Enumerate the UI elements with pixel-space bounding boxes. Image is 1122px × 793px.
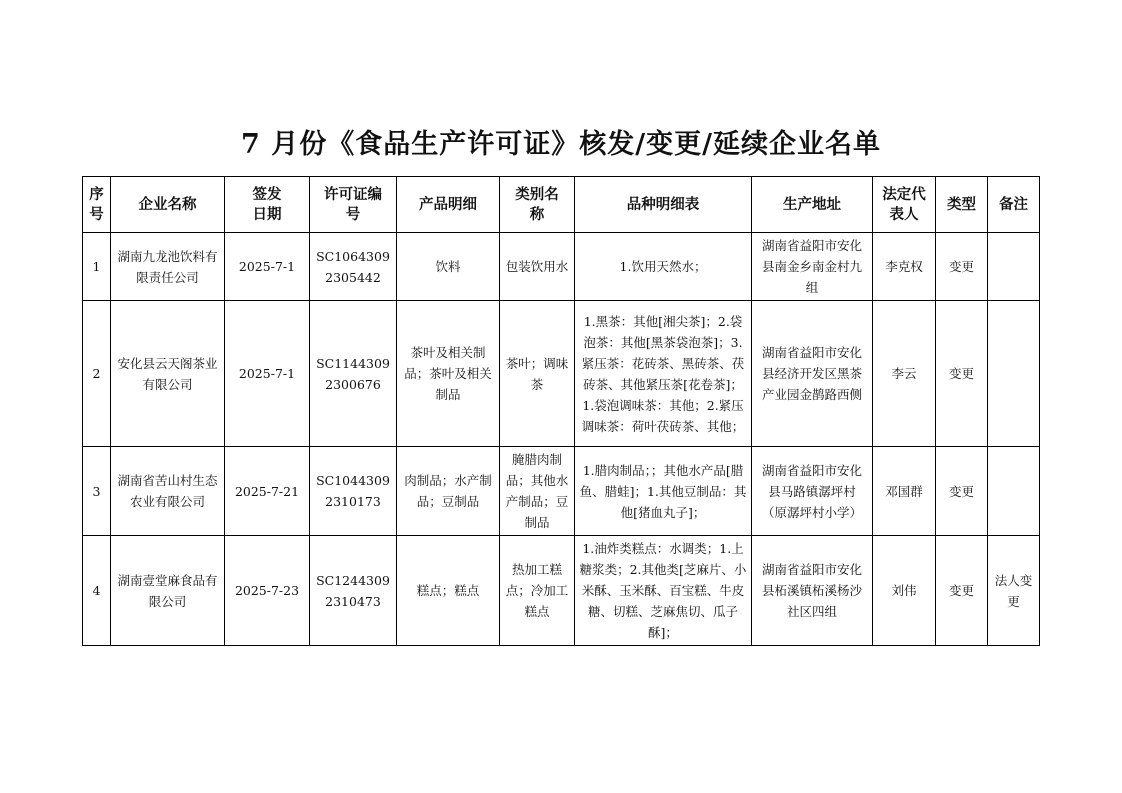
cell-variety: 1.黑茶：其他[湘尖茶]；2.袋泡茶：其他[黑茶袋泡茶]；3.紧压茶：花砖茶、黑砖茶、茯砖茶、其他紧压茶[花卷茶]；1.袋泡调味茶：其他；2.紧压调味茶：荷叶茯砖茶、其他； — [575, 301, 752, 447]
header-note: 备注 — [988, 177, 1040, 233]
header-company: 企业名称 — [111, 177, 225, 233]
cell-category: 腌腊肉制品；其他水产制品；豆制品 — [500, 447, 575, 536]
cell-company: 湖南壹堂麻食品有限公司 — [111, 536, 225, 646]
cell-note — [988, 447, 1040, 536]
header-address: 生产地址 — [752, 177, 873, 233]
cell-address: 湖南省益阳市安化县经济开发区黑茶产业园金鹊路西侧 — [752, 301, 873, 447]
license-table — [82, 176, 1040, 646]
cell-note — [988, 233, 1040, 301]
cell-type: 变更 — [936, 536, 988, 646]
cell-rep: 刘伟 — [873, 536, 936, 646]
header-category: 类别名称 — [500, 177, 575, 233]
header-license: 许可证编号 — [310, 177, 397, 233]
cell-category: 热加工糕点；冷加工糕点 — [500, 536, 575, 646]
cell-company: 安化县云天阁茶业有限公司 — [111, 301, 225, 447]
cell-category: 茶叶；调味茶 — [500, 301, 575, 447]
cell-type: 变更 — [936, 301, 988, 447]
cell-seq: 3 — [83, 447, 111, 536]
cell-note — [988, 301, 1040, 447]
cell-date: 2025-7-1 — [225, 233, 310, 301]
cell-type: 变更 — [936, 447, 988, 536]
cell-product: 饮料 — [397, 233, 500, 301]
cell-rep: 邓国群 — [873, 447, 936, 536]
cell-product: 糕点；糕点 — [397, 536, 500, 646]
table-row — [83, 301, 1040, 447]
cell-date: 2025-7-21 — [225, 447, 310, 536]
page-title: 7 月份《食品生产许可证》核发/变更/延续企业名单 — [241, 129, 881, 160]
cell-product: 茶叶及相关制品；茶叶及相关制品 — [397, 301, 500, 447]
cell-type: 变更 — [936, 233, 988, 301]
cell-product: 肉制品；水产制品；豆制品 — [397, 447, 500, 536]
cell-variety: 1.油炸类糕点：水调类；1.上糖浆类；2.其他类[芝麻片、小米酥、玉米酥、百宝糕、牛皮糖、切糕、芝麻焦切、瓜子酥]； — [575, 536, 752, 646]
cell-address: 湖南省益阳市安化县南金乡南金村九组 — [752, 233, 873, 301]
cell-license: SC12443092310473 — [310, 536, 397, 646]
cell-rep: 李云 — [873, 301, 936, 447]
table-row — [83, 233, 1040, 301]
cell-category: 包装饮用水 — [500, 233, 575, 301]
header-date: 签发日期 — [225, 177, 310, 233]
cell-variety: 1.腊肉制品；；其他水产品[腊鱼、腊蛙]；1.其他豆制品：其他[猪血丸子]； — [575, 447, 752, 536]
header-variety: 品种明细表 — [575, 177, 752, 233]
header-product: 产品明细 — [397, 177, 500, 233]
cell-address: 湖南省益阳市安化县马路镇潺坪村（原潺坪村小学） — [752, 447, 873, 536]
cell-seq: 2 — [83, 301, 111, 447]
cell-company: 湖南省苦山村生态农业有限公司 — [111, 447, 225, 536]
table-row — [83, 447, 1040, 536]
header-type: 类型 — [936, 177, 988, 233]
cell-rep: 李克权 — [873, 233, 936, 301]
cell-date: 2025-7-1 — [225, 301, 310, 447]
cell-seq: 4 — [83, 536, 111, 646]
cell-variety: 1.饮用天然水； — [575, 233, 752, 301]
cell-date: 2025-7-23 — [225, 536, 310, 646]
table-header-row — [83, 177, 1040, 233]
cell-note: 法人变更 — [988, 536, 1040, 646]
cell-address: 湖南省益阳市安化县柘溪镇柘溪杨沙社区四组 — [752, 536, 873, 646]
cell-license: SC11443092300676 — [310, 301, 397, 447]
cell-license: SC10643092305442 — [310, 233, 397, 301]
cell-license: SC10443092310173 — [310, 447, 397, 536]
header-rep: 法定代表人 — [873, 177, 936, 233]
cell-seq: 1 — [83, 233, 111, 301]
header-seq: 序号 — [83, 177, 111, 233]
table-row — [83, 536, 1040, 646]
cell-company: 湖南九龙池饮料有限责任公司 — [111, 233, 225, 301]
